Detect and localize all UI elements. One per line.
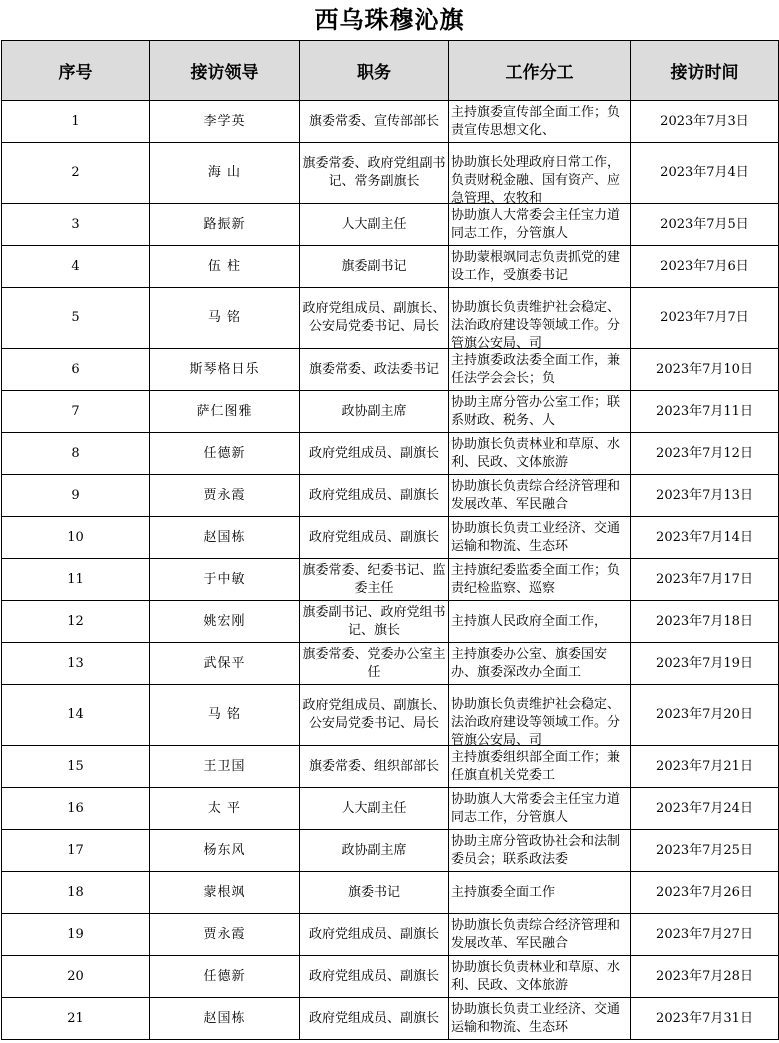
row-number-cell <box>2 433 150 475</box>
leader-name-cell <box>150 391 300 433</box>
header-leader: 接访领导 <box>150 41 300 101</box>
duty-description: 主持旗委办公室、旗委国安办、旗委深改办全面工 <box>451 646 608 680</box>
visit-date-cell <box>631 914 779 956</box>
leader-name: 赵国栋 <box>203 529 246 545</box>
visit-date: 2023年7月26日 <box>656 884 753 900</box>
row-number-cell <box>2 349 150 391</box>
visit-date-cell <box>631 246 779 288</box>
visit-date: 2023年7月28日 <box>656 968 753 984</box>
row-number: 20 <box>67 968 84 984</box>
duty-description-cell <box>449 517 631 559</box>
row-number: 19 <box>67 926 84 942</box>
leader-position: 人大副主任 <box>341 800 407 816</box>
leader-position: 政府党组成员、副旗长 <box>308 1010 439 1026</box>
leader-name-cell <box>150 246 300 288</box>
visit-date-cell <box>631 830 779 872</box>
visit-date-cell <box>631 288 779 349</box>
leader-position-cell <box>300 643 449 685</box>
table-row <box>2 101 779 143</box>
duty-description-cell <box>449 559 631 601</box>
table-row <box>2 246 779 288</box>
table-row <box>2 475 779 517</box>
duty-description: 协助旗长负责维护社会稳定、法治政府建设等领域工作。分管旗公安局、司 <box>451 697 621 748</box>
visit-date: 2023年7月13日 <box>656 487 753 503</box>
visit-date: 2023年7月25日 <box>656 842 753 858</box>
table-row <box>2 204 779 246</box>
duty-description-cell <box>449 685 631 746</box>
table-row <box>2 349 779 391</box>
duty-description: 协助旗长负责综合经济管理和发展改革、军民融合 <box>451 917 621 951</box>
visit-date-cell <box>631 998 779 1040</box>
duty-description-cell <box>449 788 631 830</box>
table-header-row <box>2 41 779 101</box>
duty-description: 协助主席分管政协社会和法制委员会；联系政法委 <box>451 833 621 867</box>
leader-position-cell <box>300 788 449 830</box>
row-number: 17 <box>67 842 84 858</box>
leader-name-cell <box>150 288 300 349</box>
leader-name: 马 铭 <box>207 707 242 722</box>
leader-name-cell <box>150 746 300 788</box>
leader-position-cell <box>300 601 449 643</box>
leader-position: 政府党组成员、副旗长 <box>308 529 439 545</box>
table-row <box>2 559 779 601</box>
row-number: 5 <box>71 310 80 325</box>
leader-name: 萨仁图雅 <box>196 403 253 419</box>
visit-date: 2023年7月19日 <box>656 655 753 671</box>
leader-name-cell <box>150 559 300 601</box>
duty-description-cell <box>449 872 631 914</box>
row-number: 12 <box>67 613 84 629</box>
leader-position-cell <box>300 956 449 998</box>
leader-name-cell <box>150 998 300 1040</box>
leader-position: 政府党组成员、副旗长、公安局党委书记、局长 <box>302 301 446 334</box>
visit-date-cell <box>631 956 779 998</box>
table-row <box>2 391 779 433</box>
leader-name: 任德新 <box>203 445 246 461</box>
table-row <box>2 956 779 998</box>
duty-description-cell <box>449 101 631 143</box>
row-number-cell <box>2 475 150 517</box>
visit-date-cell <box>631 143 779 204</box>
duty-description: 协助旗长处理政府日常工作，负责财税金融、国有资产、应急管理、农牧和 <box>451 155 621 206</box>
row-number: 3 <box>71 216 80 232</box>
row-number-cell <box>2 517 150 559</box>
leader-name: 马 铭 <box>207 310 242 325</box>
visit-date-cell <box>631 872 779 914</box>
table-body <box>2 101 779 1040</box>
row-number: 14 <box>67 707 84 722</box>
row-number-cell <box>2 204 150 246</box>
leader-name-cell <box>150 914 300 956</box>
duty-description-cell <box>449 475 631 517</box>
duty-description-cell <box>449 143 631 204</box>
leader-name: 王卫国 <box>203 758 246 774</box>
duty-description: 协助旗人大常委会主任宝力道同志工作，分管旗人 <box>451 791 621 825</box>
visit-date: 2023年7月6日 <box>660 258 749 274</box>
table-row <box>2 517 779 559</box>
row-number-cell <box>2 643 150 685</box>
leader-position-cell <box>300 101 449 143</box>
leader-name: 伍 柱 <box>207 258 242 274</box>
leader-name-cell <box>150 349 300 391</box>
visit-date: 2023年7月20日 <box>656 707 753 722</box>
row-number: 21 <box>67 1010 84 1026</box>
duty-description: 协助旗长负责工业经济、交通运输和物流、生态环 <box>451 520 621 554</box>
row-number-cell <box>2 101 150 143</box>
header-no: 序号 <box>2 41 150 101</box>
leader-position: 旗委书记 <box>347 884 400 900</box>
visit-date: 2023年7月7日 <box>660 310 749 325</box>
leader-position: 旗委常委、党委办公室主任 <box>302 646 446 680</box>
visit-date-cell <box>631 746 779 788</box>
duty-description: 主持旗人民政府全面工作， <box>451 613 608 629</box>
visit-date: 2023年7月14日 <box>656 529 753 545</box>
leader-position-cell <box>300 872 449 914</box>
leader-position-cell <box>300 349 449 391</box>
visit-date: 2023年7月21日 <box>656 758 753 774</box>
leader-position: 旗委常委、纪委书记、监委主任 <box>302 562 446 596</box>
visit-date-cell <box>631 475 779 517</box>
leader-name: 武保平 <box>203 655 246 671</box>
duty-description-cell <box>449 914 631 956</box>
leader-position: 政府党组成员、副旗长、公安局党委书记、局长 <box>302 698 446 731</box>
row-number-cell <box>2 288 150 349</box>
row-number-cell <box>2 143 150 204</box>
leader-position: 旗委常委、宣传部部长 <box>308 113 439 129</box>
duty-description: 协助蒙根飒同志负责抓党的建设工作，受旗委书记 <box>451 249 621 283</box>
duty-description-cell <box>449 288 631 349</box>
duty-description: 协助主席分管办公室工作；联系财政、税务、人 <box>451 394 621 428</box>
leader-name-cell <box>150 956 300 998</box>
row-number: 18 <box>67 884 84 900</box>
row-number-cell <box>2 914 150 956</box>
leader-position-cell <box>300 475 449 517</box>
row-number: 13 <box>67 655 84 671</box>
visit-date-cell <box>631 391 779 433</box>
leader-name-cell <box>150 204 300 246</box>
visit-date-cell <box>631 433 779 475</box>
table-row <box>2 288 779 349</box>
leader-name-cell <box>150 830 300 872</box>
leader-name: 于中敏 <box>203 571 246 587</box>
leader-name-cell <box>150 517 300 559</box>
header-position: 职务 <box>300 41 449 101</box>
duty-description-cell <box>449 433 631 475</box>
page-title: 西乌珠穆沁旗 <box>314 5 465 34</box>
leader-position-cell <box>300 746 449 788</box>
duty-description: 协助旗长负责林业和草原、水利、民政、文体旅游 <box>451 436 621 470</box>
leader-position-cell <box>300 830 449 872</box>
row-number-cell <box>2 601 150 643</box>
duty-description-cell <box>449 204 631 246</box>
row-number: 4 <box>71 258 80 274</box>
table-row <box>2 872 779 914</box>
leader-position: 政府党组成员、副旗长 <box>308 487 439 503</box>
leader-name: 姚宏刚 <box>203 613 246 629</box>
leader-position: 政府党组成员、副旗长 <box>308 968 439 984</box>
visit-date-cell <box>631 685 779 746</box>
leader-name: 贾永霞 <box>203 926 246 942</box>
duty-description: 主持旗委组织部全面工作；兼任旗直机关党委工 <box>451 749 621 783</box>
leader-position-cell <box>300 517 449 559</box>
leader-name: 蒙根飒 <box>203 884 246 900</box>
row-number: 6 <box>71 361 80 377</box>
visit-date: 2023年7月17日 <box>656 571 753 587</box>
duty-description: 协助旗长负责维护社会稳定、法治政府建设等领域工作。分管旗公安局、司 <box>451 300 621 351</box>
leader-name-cell <box>150 433 300 475</box>
leader-position: 旗委常委、组织部部长 <box>308 758 439 774</box>
leader-name: 斯琴格日乐 <box>189 361 260 377</box>
leader-name-cell <box>150 143 300 204</box>
leader-position: 旗委常委、政府党组副书记、常务副旗长 <box>302 156 446 189</box>
row-number-cell <box>2 685 150 746</box>
visit-date-cell <box>631 559 779 601</box>
visit-date-cell <box>631 349 779 391</box>
row-number: 8 <box>71 445 80 461</box>
leader-position: 人大副主任 <box>341 216 407 232</box>
leader-name-cell <box>150 872 300 914</box>
visit-date: 2023年7月11日 <box>656 403 753 419</box>
leader-name: 路振新 <box>203 216 246 232</box>
visit-date: 2023年7月5日 <box>660 216 749 232</box>
visit-date-cell <box>631 601 779 643</box>
leader-position: 政府党组成员、副旗长 <box>308 926 439 942</box>
duty-description-cell <box>449 601 631 643</box>
visit-date: 2023年7月18日 <box>656 613 753 629</box>
duty-description-cell <box>449 643 631 685</box>
table-row <box>2 433 779 475</box>
row-number-cell <box>2 872 150 914</box>
leader-position-cell <box>300 143 449 204</box>
leader-name-cell <box>150 643 300 685</box>
visit-date-cell <box>631 101 779 143</box>
leader-name: 太 平 <box>207 800 242 816</box>
leader-position-cell <box>300 246 449 288</box>
visit-date-cell <box>631 643 779 685</box>
row-number-cell <box>2 788 150 830</box>
leader-name: 杨东风 <box>203 842 246 858</box>
duty-description-cell <box>449 830 631 872</box>
leader-name: 贾永霞 <box>203 487 246 503</box>
header-duty: 工作分工 <box>449 41 631 101</box>
table-row <box>2 685 779 746</box>
row-number: 9 <box>71 487 80 503</box>
visit-date: 2023年7月12日 <box>656 445 753 461</box>
leader-position: 政协副主席 <box>341 403 407 419</box>
leader-name: 李学英 <box>203 113 246 129</box>
row-number: 7 <box>71 403 80 419</box>
leader-position: 政协副主席 <box>341 842 407 858</box>
leader-name-cell <box>150 601 300 643</box>
leader-name-cell <box>150 788 300 830</box>
leader-position-cell <box>300 914 449 956</box>
visit-date: 2023年7月27日 <box>656 926 753 942</box>
leader-name: 海 山 <box>207 165 242 180</box>
leader-name-cell <box>150 685 300 746</box>
visit-date-cell <box>631 204 779 246</box>
row-number: 15 <box>67 758 84 774</box>
duty-description-cell <box>449 391 631 433</box>
leader-name: 任德新 <box>203 968 246 984</box>
row-number: 11 <box>67 571 84 587</box>
visit-date: 2023年7月3日 <box>660 113 749 129</box>
leader-position-cell <box>300 204 449 246</box>
leader-position: 旗委副书记、政府党组书记、旗长 <box>302 604 446 638</box>
table-row <box>2 601 779 643</box>
leader-position-cell <box>300 998 449 1040</box>
leader-name-cell <box>150 101 300 143</box>
leader-position: 旗委常委、政法委书记 <box>308 361 439 377</box>
row-number: 1 <box>71 113 80 129</box>
duty-description-cell <box>449 246 631 288</box>
visit-date: 2023年7月10日 <box>656 361 753 377</box>
leader-position-cell <box>300 433 449 475</box>
visit-date: 2023年7月24日 <box>656 800 753 816</box>
visit-date-cell <box>631 517 779 559</box>
duty-description: 协助旗人大常委会主任宝力道同志工作，分管旗人 <box>451 207 621 241</box>
row-number-cell <box>2 998 150 1040</box>
duty-description: 协助旗长负责工业经济、交通运输和物流、生态环 <box>451 1001 621 1035</box>
duty-description: 主持旗委政法委全面工作，兼任法学会会长；负 <box>451 352 621 386</box>
table-row <box>2 643 779 685</box>
leader-position-cell <box>300 391 449 433</box>
duty-description: 协助旗长负责林业和草原、水利、民政、文体旅游 <box>451 959 621 993</box>
duty-description: 协助旗长负责综合经济管理和发展改革、军民融合 <box>451 478 621 512</box>
duty-description-cell <box>449 956 631 998</box>
duty-description-cell <box>449 746 631 788</box>
leader-position: 政府党组成员、副旗长 <box>308 445 439 461</box>
table-row <box>2 788 779 830</box>
leader-position-cell <box>300 288 449 349</box>
leader-name-cell <box>150 475 300 517</box>
schedule-table <box>1 40 779 1040</box>
row-number-cell <box>2 391 150 433</box>
table-row <box>2 143 779 204</box>
duty-description-cell <box>449 998 631 1040</box>
visit-date: 2023年7月31日 <box>656 1010 753 1026</box>
table-row <box>2 998 779 1040</box>
leader-name: 赵国栋 <box>203 1010 246 1026</box>
duty-description: 主持旗纪委监委全面工作；负责纪检监察、巡察 <box>451 562 621 596</box>
duty-description: 主持旗委全面工作 <box>451 884 556 900</box>
row-number-cell <box>2 246 150 288</box>
visit-date-cell <box>631 788 779 830</box>
leader-position-cell <box>300 685 449 746</box>
row-number-cell <box>2 746 150 788</box>
header-date: 接访时间 <box>631 41 779 101</box>
table-row <box>2 830 779 872</box>
row-number: 16 <box>67 800 84 816</box>
duty-description: 主持旗委宣传部全面工作；负责宣传思想文化、 <box>451 104 621 138</box>
row-number-cell <box>2 956 150 998</box>
leader-position-cell <box>300 559 449 601</box>
table-row <box>2 914 779 956</box>
row-number: 2 <box>71 165 80 180</box>
visit-date: 2023年7月4日 <box>660 165 749 180</box>
row-number: 10 <box>67 529 84 545</box>
duty-description-cell <box>449 349 631 391</box>
leader-position: 旗委副书记 <box>341 258 407 274</box>
row-number-cell <box>2 830 150 872</box>
table-row <box>2 746 779 788</box>
row-number-cell <box>2 559 150 601</box>
